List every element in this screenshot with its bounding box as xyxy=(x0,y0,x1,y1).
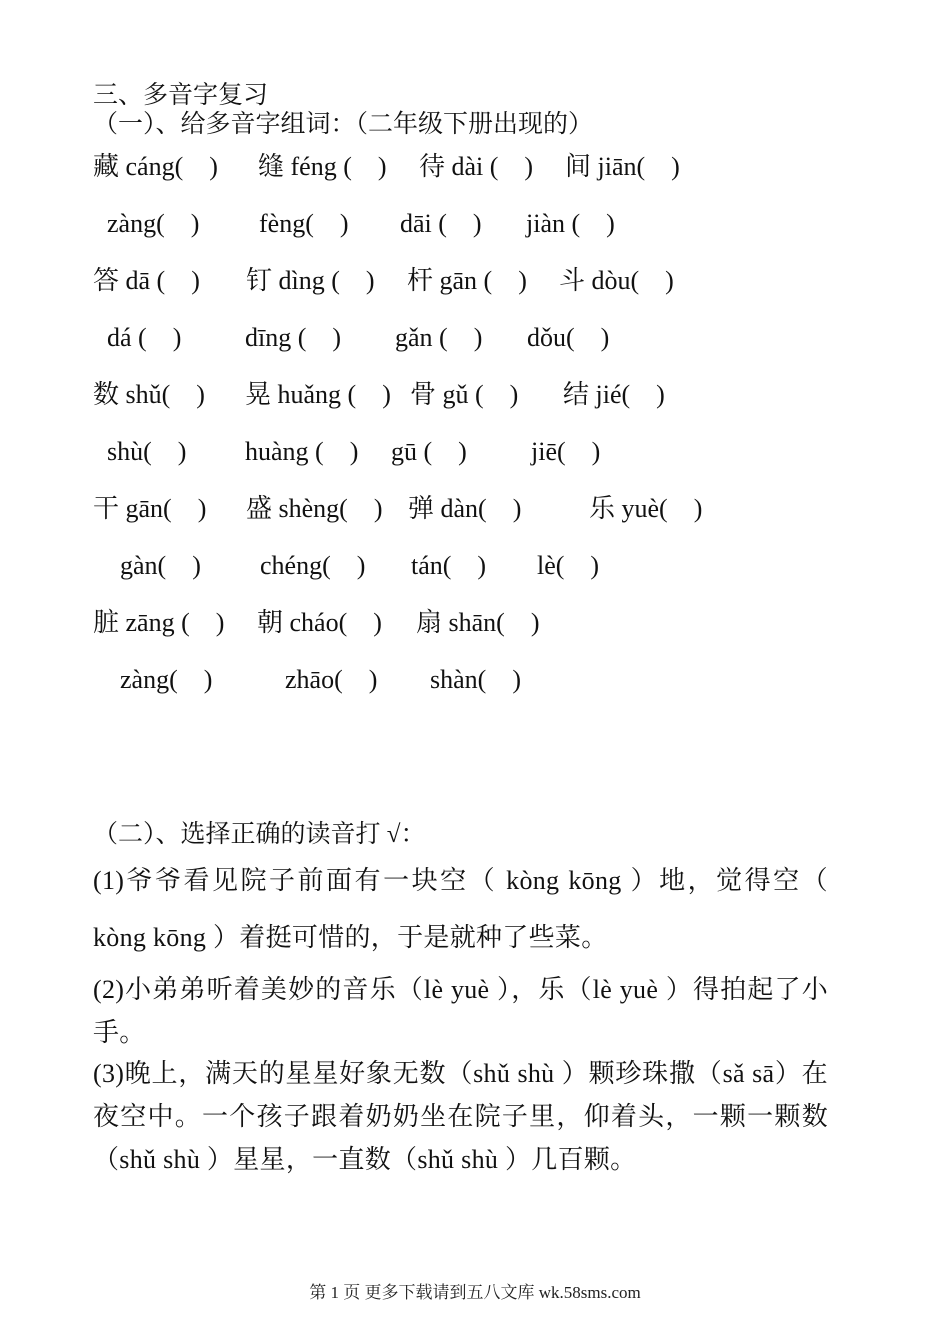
word-cell: dá ( ) xyxy=(107,323,182,352)
word-cell: jiē( ) xyxy=(531,437,601,466)
word-cell: 钉 dìng ( ) xyxy=(246,266,375,295)
part2-heading: （二）、选择正确的读音打 √： xyxy=(93,821,426,848)
word-cell: 扇 shān( ) xyxy=(416,608,540,637)
word-cell: 骨 gǔ ( ) xyxy=(410,380,519,409)
word-cell: jiàn ( ) xyxy=(526,209,615,238)
word-cell: zàng( ) xyxy=(107,209,200,238)
word-cell: lè( ) xyxy=(537,551,600,580)
word-cell: shàn( ) xyxy=(430,665,521,694)
word-cell: 待 dài ( ) xyxy=(419,152,534,181)
word-cell: fèng( ) xyxy=(259,209,349,238)
word-cell: dǒu( ) xyxy=(527,323,610,352)
word-cell: 盛 shèng( ) xyxy=(246,494,383,523)
word-cell: dāi ( ) xyxy=(400,209,482,238)
word-cell: tán( ) xyxy=(411,551,487,580)
word-cell: chéng( ) xyxy=(260,551,366,580)
word-cell: 弹 dàn( ) xyxy=(408,494,522,523)
word-cell: zàng( ) xyxy=(120,665,213,694)
word-cell: gàn( ) xyxy=(120,551,201,580)
word-cell: gū ( ) xyxy=(391,437,467,466)
part1-heading: （一）、给多音字组词：（二年级下册出现的） xyxy=(93,111,594,138)
question-3: (3)晚上，满天的星星好象无数（shǔ shù ）颗珍珠撒（sǎ sā）在夜空中。一个孩子跟着奶奶坐在院子里，仰着头，一颗一颗数（shǔ shù ）星星，一直数（shǔ shù ）几百颗。 xyxy=(93,1059,828,1174)
word-cell: 结 jié( ) xyxy=(563,380,665,409)
word-cell: 晃 huǎng ( ) xyxy=(245,380,391,409)
word-cell: 斗 dòu( ) xyxy=(559,266,674,295)
word-cell: 乐 yuè( ) xyxy=(589,494,703,523)
word-cell: 藏 cáng( ) xyxy=(93,152,218,181)
question-2: (2)小弟弟听着美妙的音乐（lè yuè ），乐（lè yuè ）得拍起了小手。 xyxy=(93,975,828,1047)
word-row xyxy=(93,665,521,771)
word-cell: 杆 gān ( ) xyxy=(407,266,527,295)
word-cell: gǎn ( ) xyxy=(395,323,483,352)
word-cell: zhāo( ) xyxy=(285,665,378,694)
word-cell: 数 shǔ( ) xyxy=(93,380,205,409)
section-title: 三、多音字复习 xyxy=(93,82,269,109)
page-footer: 第 1 页 更多下载请到五八文库 wk.58sms.com xyxy=(309,1283,641,1302)
word-cell: 干 gān( ) xyxy=(93,494,207,523)
question-1: (1)爷爷看见院子前面有一块空（ kòng kōng ）地，觉得空（ kòng kōng ）着挺可惜的，于是就种了些菜。 xyxy=(93,866,828,952)
word-cell: shù( ) xyxy=(107,437,187,466)
word-cell: 缝 féng ( ) xyxy=(258,152,387,181)
word-cell: dīng ( ) xyxy=(245,323,342,352)
word-cell: 朝 cháo( ) xyxy=(257,608,382,637)
word-cell: huàng ( ) xyxy=(245,437,359,466)
word-cell: 答 dā ( ) xyxy=(93,266,200,295)
word-cell: 脏 zāng ( ) xyxy=(93,608,225,637)
word-cell: 间 jiān( ) xyxy=(565,152,680,181)
